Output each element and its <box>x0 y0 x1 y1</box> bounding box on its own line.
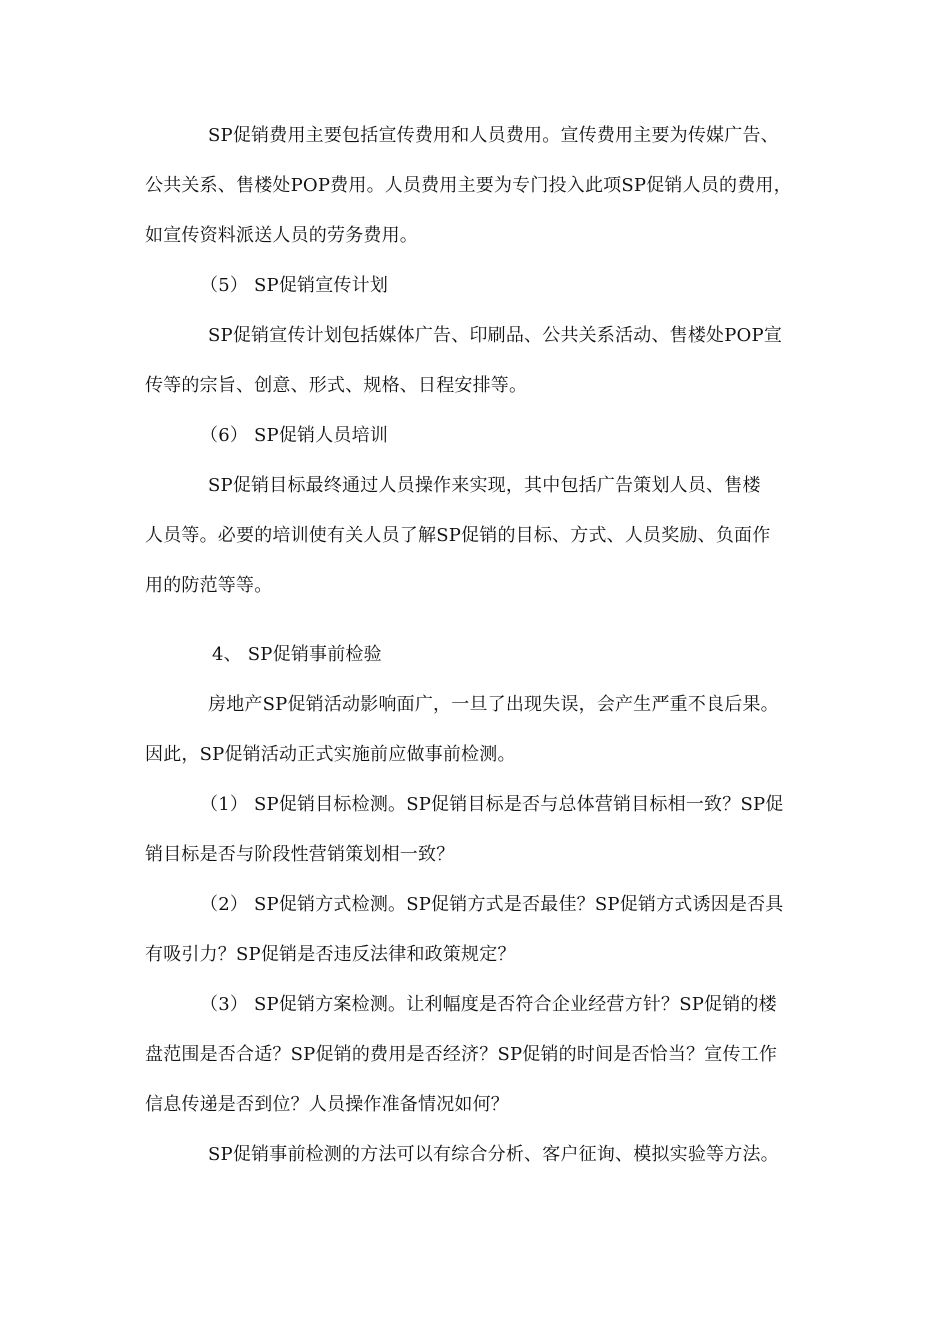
text-line: 公共关系、售楼处POP费用。人员费用主要为专门投入此项SP促销人员的费用， <box>145 175 792 196</box>
text-line: 用的防范等等。 <box>145 575 273 596</box>
text-line: 销目标是否与阶段性营销策划相一致？ <box>145 844 455 865</box>
text-line: 信息传递是否到位？人员操作准备情况如何？ <box>145 1094 509 1115</box>
text-line: （3） SP促销方案检测。让利幅度是否符合企业经营方针？SP促销的楼 <box>200 994 777 1015</box>
text-line: （2） SP促销方式检测。SP促销方式是否最佳？SP促销方式诱因是否具 <box>200 894 784 915</box>
section-heading: 4、 SP促销事前检验 <box>212 644 382 665</box>
text-line: 有吸引力？SP促销是否违反法律和政策规定？ <box>145 944 516 965</box>
text-line: SP促销事前检测的方法可以有综合分析、客户征询、模拟实验等方法。 <box>208 1144 779 1165</box>
section-heading: （6） SP促销人员培训 <box>200 425 389 446</box>
text-line: 人员等。必要的培训使有关人员了解SP促销的目标、方式、人员奖励、负面作 <box>145 525 771 546</box>
text-line: SP促销宣传计划包括媒体广告、印刷品、公共关系活动、售楼处POP宣 <box>208 325 783 346</box>
text-line: SP促销目标最终通过人员操作来实现，其中包括广告策划人员、售楼 <box>208 475 761 496</box>
text-line: 盘范围是否合适？SP促销的费用是否经济？SP促销的时间是否恰当？宣传工作 <box>145 1044 778 1065</box>
text-line: 如宣传资料派送人员的劳务费用。 <box>145 225 418 246</box>
text-line: （1） SP促销目标检测。SP促销目标是否与总体营销目标相一致？SP促 <box>200 794 784 815</box>
text-line: SP促销费用主要包括宣传费用和人员费用。宣传费用主要为传媒广告、 <box>208 125 779 146</box>
text-line: 房地产SP促销活动影响面广，一旦了出现失误，会产生严重不良后果。 <box>208 694 779 715</box>
section-heading: （5） SP促销宣传计划 <box>200 275 389 296</box>
text-line: 因此，SP促销活动正式实施前应做事前检测。 <box>145 744 516 765</box>
text-line: 传等的宗旨、创意、形式、规格、日程安排等。 <box>145 375 528 396</box>
